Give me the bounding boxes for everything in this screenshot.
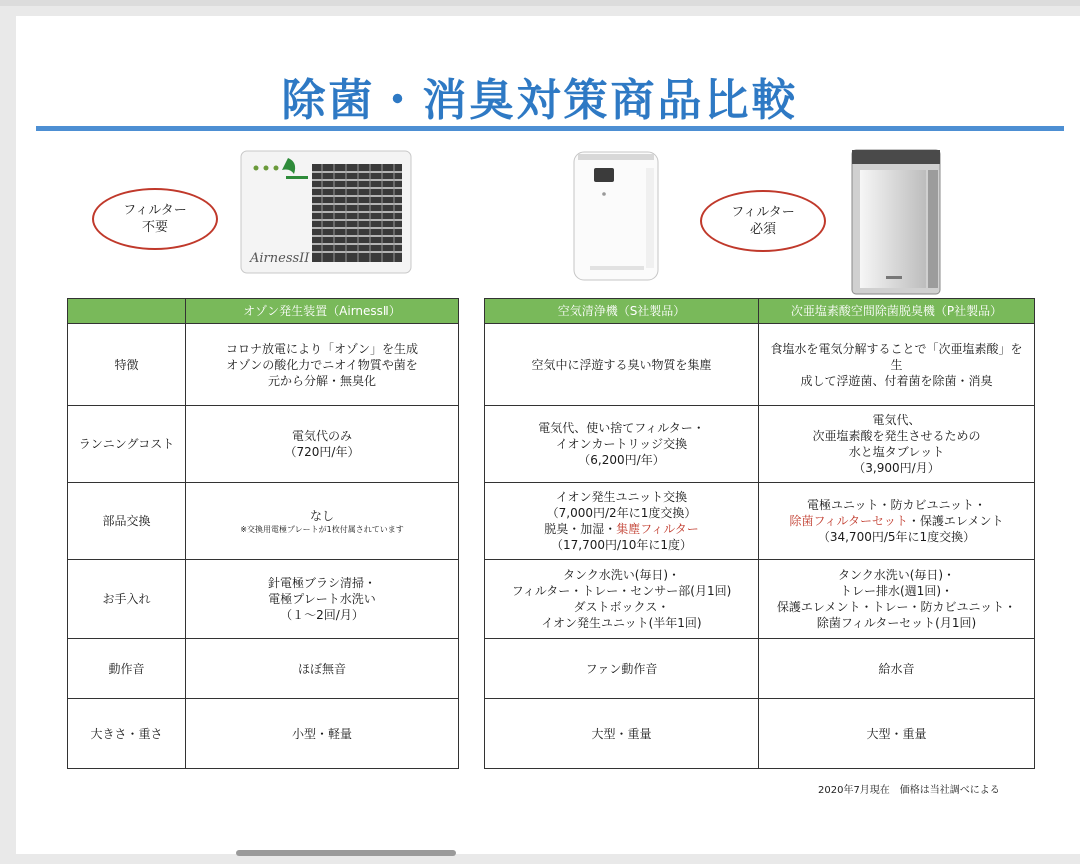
- row-label-running-cost: ランニングコスト: [68, 406, 186, 483]
- air-purifier-image: [568, 148, 664, 284]
- p-features: 食塩水を電気分解することで「次亜塩素酸」を生 成して浮遊菌、付着菌を除菌・消臭: [759, 324, 1035, 406]
- p-noise: 給水音: [759, 639, 1035, 699]
- p-parts-highlight: 除菌フィルターセット: [789, 514, 908, 528]
- p-parts-text: 電極ユニット・防カビユニット・: [806, 498, 987, 512]
- s-parts-cost: （17,700円/10年に1度）: [551, 538, 692, 552]
- airness-logo-text: AirnessII: [250, 251, 310, 266]
- p-maintenance: タンク水洗い(毎日)・ トレー排水(週1回)・ 保護エレメント・トレー・防カビユニット・ 除菌フィルターセット(月1回): [759, 560, 1035, 639]
- title-underline: [36, 126, 1064, 131]
- p-parts-cost: ・保護エレメント （34,700円/5年に1度交換）: [817, 514, 1004, 544]
- s-size: 大型・重量: [485, 699, 759, 769]
- row-label-features: 特徴: [68, 324, 186, 406]
- ozone-maintenance: 針電極ブラシ清掃・ 電極プレート水洗い （１～2回/月）: [186, 560, 459, 639]
- ozone-features: コロナ放電により「オゾン」を生成 オゾンの酸化力でニオイ物質や菌を 元から分解・無臭化: [186, 324, 459, 406]
- scroll-indicator[interactable]: [236, 850, 456, 856]
- p-size: 大型・重量: [759, 699, 1035, 769]
- top-border: [0, 0, 1080, 6]
- p-parts: [759, 483, 1035, 560]
- ozone-comparison-table: [67, 298, 459, 769]
- filter-required-badge: フィルター 必須: [700, 190, 826, 252]
- filter-not-required-badge: フィルター 不要: [92, 188, 218, 250]
- p-running-cost: 電気代、 次亜塩素酸を発生させるための 水と塩タブレット （3,900円/月）: [759, 406, 1035, 483]
- s-running-cost: 電気代、使い捨てフィルター・ イオンカートリッジ交換 （6,200円/年）: [485, 406, 759, 483]
- row-label-noise: 動作音: [68, 639, 186, 699]
- ozone-parts-note: ※交換用電極プレートが1枚付属されています: [240, 524, 404, 534]
- s-parts: [485, 483, 759, 560]
- s-maintenance: タンク水洗い(毎日)・ フィルター・トレー・センサー部(月1回) ダストボックス・ イオン発生ユニット(半年1回): [485, 560, 759, 639]
- footnote: 2020年7月現在 価格は当社調べによる: [818, 785, 1000, 796]
- ozone-parts-value: なし: [309, 508, 334, 523]
- s-purifier-header: 空気清浄機（S社製品）: [485, 299, 759, 324]
- ozone-noise: ほぼ無音: [186, 639, 459, 699]
- s-parts-highlight: 集塵フィルター: [616, 522, 699, 536]
- page-title: 除菌・消臭対策商品比較: [281, 75, 799, 126]
- ozone-size: 小型・軽量: [186, 699, 459, 769]
- p-device-header: 次亜塩素酸空間除菌脱臭機（P社製品）: [759, 299, 1035, 324]
- ozone-header: オゾン発生装置（AirnessⅡ）: [186, 299, 459, 324]
- row-label-maintenance: お手入れ: [68, 560, 186, 639]
- s-features: 空気中に浮遊する臭い物質を集塵: [485, 324, 759, 406]
- s-noise: ファン動作音: [485, 639, 759, 699]
- ozone-parts: [186, 483, 459, 560]
- row-label-parts: 部品交換: [68, 483, 186, 560]
- hypochlorous-device-image: [846, 144, 946, 298]
- s-parts-text: イオン発生ユニット交換 （7,000円/2年に1度交換） 脱臭・加湿・: [544, 490, 697, 536]
- row-label-size: 大きさ・重さ: [68, 699, 186, 769]
- airness-device-image: [240, 150, 412, 274]
- competitor-comparison-table: [484, 298, 1035, 769]
- header-blank: [68, 299, 186, 324]
- ozone-running-cost: 電気代のみ （720円/年）: [186, 406, 459, 483]
